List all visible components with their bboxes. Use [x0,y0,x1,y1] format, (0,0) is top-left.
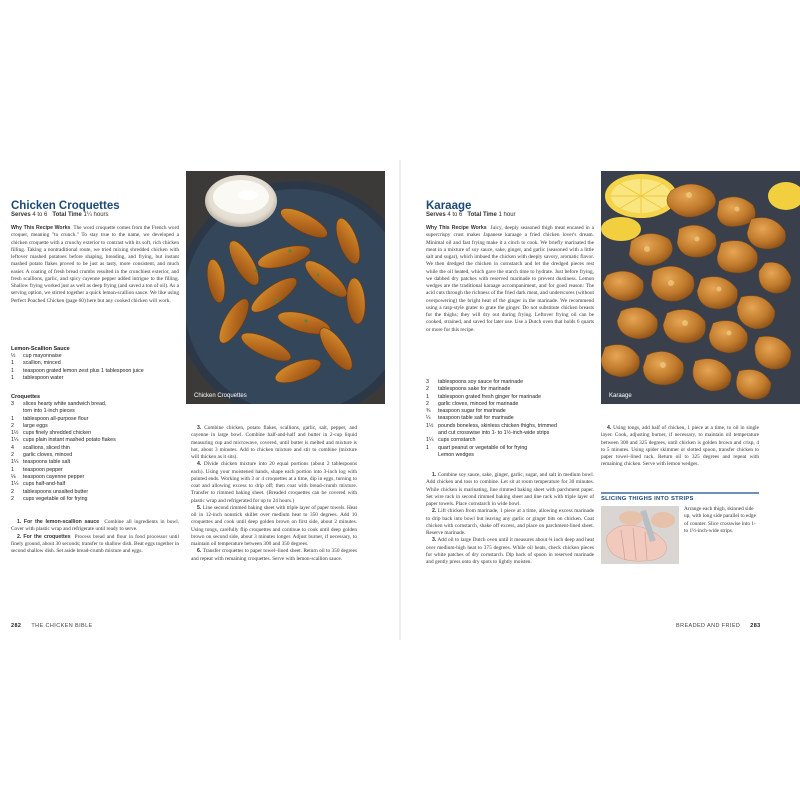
ingredient-item [11,467,186,474]
ingredient-text: garlic cloves, minced for marinade [438,400,519,407]
ingredient-item [426,423,606,430]
sauce-ingredient-list [11,353,186,382]
ingredient-quantity: 3 [426,379,429,385]
photo-caption: Chicken Croquettes [194,393,247,399]
step-2-lead: For the croquettes [23,533,71,540]
ingredient-text: and cut crosswise into 1- to 1½-inch-wide strips [438,430,550,437]
ingredient-text: scallions, sliced thin [23,444,70,451]
croquettes-header: Croquettes [11,394,41,400]
ingredient-text: teaspoon grated lemon zest plus 1 tablespoon juice [23,367,144,374]
ingredient-quantity: 2 [11,488,14,495]
ingredient-quantity: 2 [11,495,14,502]
step-2: 2. Lift chicken from marinade, 1 piece at a time, allowing excess marinade to drip back into bowl but leaving any garlic or ginger bits on chicken. Coat chicken with cornstarch, shake off excess, and place on parchment-lined sheet. Reserve marinade. [426,508,594,536]
ingredient-item [11,489,186,496]
right-folio [676,623,761,629]
ingredient-quantity: 1½ [11,430,19,437]
croquettes-photo [186,171,385,404]
ingredient-item [426,437,606,444]
ingredient-quantity: 1¼ [426,437,434,444]
ingredient-item [426,379,606,386]
total-time-value: 1¼ hours [83,212,109,218]
croquette-ingredient-list [11,401,186,503]
total-time-label: Total Time [467,212,497,218]
ingredient-text: tablespoons sake for marinade [438,386,511,393]
serves-line [426,211,516,220]
ingredient-item [11,459,186,466]
step-2: 2. For the croquettes Process bread and flour in food processor until finely ground, about 30 seconds; transfer to shallow dish. Beat eggs together in second shallow dish. Set aside bread-crumb mixture and eggs. [11,533,180,554]
ingredient-quantity [426,452,438,459]
step-1: 1. For the lemon-scallion sauce Combine all ingredients in bowl. Cover with plastic wrap and refrigerate until ready to serve. [11,519,179,533]
why-text: Juicy, deeply seasoned thigh meat encased in a supercrispy crust makes Japanese karaage a fried chicken lover's dream. Minimal oil and fast frying make it a cinch to cook. We briefly marinated the meat in a mixture of soy sauce, sake, ginger, and garlic (seasoned with a little salt and sugar), which imbued the chicken with deeply savory, aromatic flavor. We then dredged the chicken in cornstarch and let the dredged pieces rest while the oil heated, which gave the starch time to hydrate. Just before frying, we dabbed dry patches with reserved marinade to prevent dustiness. Lemon wedges are the traditional karaage accompaniment, and for good reason: The acid cuts through the richness of the fried dark meat, and underscores (without overpowering) the bright heat of the ginger in the marinade. We recommend using a rasp-style grater to grate the ginger. Do not substitute chicken breasts for the thighs; they will dry out during frying. Leftover frying oil can be cooked, strained, and saved for later use. Use a Dutch oven that holds 6 quarts or more for this recipe. [426,225,594,333]
ingredient-text: quart peanut or vegetable oil for frying [438,444,528,451]
ingredient-text: tablespoons unsalted butter [23,488,89,495]
ingredient-quantity: 2 [11,452,14,459]
sidebar-title: SLICING THIGHS INTO STRIPS [601,496,694,502]
right-steps-col1 [426,472,594,566]
karaage-photo [601,171,800,404]
ingredient-quantity: 1¼ [11,459,19,466]
karaage-illustration [601,171,800,404]
ingredient-text: cups half-and-half [23,481,66,488]
serves-label: Serves [426,212,446,218]
ingredient-item [11,401,186,408]
serves-line [11,211,109,220]
page-number: 282 [11,623,22,629]
ingredient-quantity: ¾ [426,408,431,415]
left-folio [11,623,93,629]
ingredient-text: torn into 1-inch pieces [23,408,75,415]
ingredient-item [426,408,606,415]
ingredient-quantity: 4 [11,444,14,451]
ingredient-item [11,353,186,360]
ingredient-quantity: ¼ [426,415,431,422]
ingredient-item [426,415,606,422]
step-6: 6. Transfer croquettes to paper towel–lined sheet. Return oil to 350 degrees and repeat with remaining croquettes. Serve with lemon-scallion sauce. [191,548,358,562]
ingredient-quantity: 1 [11,415,14,422]
sauce-ingredients [11,345,186,382]
karaage-ingredients [426,379,606,459]
ingredient-quantity [426,430,438,437]
ingredient-item [426,452,606,459]
ingredient-item [426,430,606,437]
left-steps-col1 [11,519,179,555]
ingredient-quantity: 1 [11,374,14,381]
running-head: BREADED AND FRIED [676,623,741,629]
ingredient-item [11,375,186,382]
ingredient-text: large eggs [23,422,48,429]
ingredient-text: teaspoon table salt for marinade [438,415,514,422]
ingredient-quantity: ⅛ [11,473,16,480]
step-3: 3. Add oil to large Dutch oven until it measures about ¾ inch deep and heat over medium-high heat to 375 degrees. While oil heats, check chicken pieces for white patches of dry cornstarch. Dip back of spoon in reserved marinade and gently press onto dry spots to lightly moisten. [426,537,594,565]
ingredient-item [426,394,606,401]
ingredient-text: cup mayonnaise [23,353,62,359]
serves-value: 4 to 6 [447,212,463,218]
croquette-ingredients [11,393,186,503]
sidebar-photo [601,506,679,564]
ingredient-quantity: 2 [11,422,14,429]
ingredient-text: cups cornstarch [438,437,476,444]
ingredient-text: teaspoons table salt [23,459,71,466]
page-number: 283 [750,623,761,629]
ingredient-text: scallion, minced [23,360,61,367]
step-5: 5. Line second rimmed baking sheet with triple layer of paper towels. Heat oil in 12-inch nonstick skillet over medium heat to 350 degrees. Add 10 croquettes and cook until deep golden brown on first side, about 2 minutes. Using tongs, carefully flip croquettes and continue to cook until deep golden brown on second side, about 3 minutes longer. Adjust burner, if necessary, to maintain oil temperature between 300 and 350 degrees. [191,504,357,547]
ingredient-quantity: ½ [11,353,16,359]
serves-label: Serves [11,212,31,218]
ingredient-quantity [11,408,23,415]
ingredient-item [11,430,186,437]
ingredient-item [11,408,186,415]
why-label: Why This Recipe Works [11,225,71,231]
running-head: THE CHICKEN BIBLE [31,623,93,629]
karaage-ingredient-list [426,379,606,459]
step-1-lead: For the lemon-scallion sauce [23,519,100,525]
ingredient-quantity: 3 [11,401,14,407]
ingredient-text: tablespoon grated fresh ginger for marinade [438,393,542,400]
croquettes-illustration [186,171,385,404]
why-paragraph [11,225,179,305]
ingredient-item [11,481,186,488]
ingredient-quantity: 1¼ [11,437,19,444]
photo-caption: Karaage [609,393,632,399]
slicing-illustration [601,506,679,564]
ingredient-quantity: 1 [426,444,429,451]
ingredient-quantity: 1 [426,393,429,400]
step-3: 3. Combine chicken, potato flakes, scallions, garlic, salt, pepper, and cayenne in large bowl. Combine half-and-half and butter in 2-cup liquid measuring cup and microwave, covered, until butter is melted and mixture is hot, about 3 minutes. Add to chicken mixture and stir to combine (mixture will thicken as it sits). [191,425,357,460]
ingredient-item [11,474,186,481]
right-page [400,0,800,800]
why-text: The word croquette comes from the French word croquer, meaning "to crunch." To stay true to the name, we developed a chicken croquette with a crunchy exterior to contrast with its soft, rich chicken filling. Taking a nontraditional route, we tried mixing shredded chicken with leftover mashed potatoes before shaping, breading, and frying, but instant mashed potato flakes proved to be just as tasty, more consistent, and much easier. A coating of fresh bread crumbs resulted in the crunchiest exterior, and fresh scallions, garlic, and spicy cayenne pepper added intrigue to the filling. Shallow frying worked just as well as deep frying (and saved a ton of oil). As a serving option, we stirred together a quick lemon-scallion sauce. We like using Perfect Poached Chicken (page 60) here but any cooked chicken will work. [11,225,179,304]
ingredient-item [11,452,186,459]
recipe-title: Chicken Croquettes [11,200,120,212]
ingredient-text: tablespoons soy sauce for marinade [438,379,524,385]
total-time-label: Total Time [52,212,82,218]
ingredient-text: garlic cloves, minced [23,452,73,459]
ingredient-text: teaspoon cayenne pepper [23,473,85,480]
ingredient-text: tablespoon water [23,374,64,381]
ingredient-text: teaspoon sugar for marinade [438,408,506,415]
ingredient-quantity: 1¼ [11,481,19,488]
ingredient-item [11,423,186,430]
step-4: 4. Divide chicken mixture into 20 equal portions (about 2 tablespoons each). Using your moistened hands, shape each portion into 3-inch log with pointed ends. Working with 3 or 4 croquettes at a time, dip in eggs, turning to coat and allowing excess to drip off; then coat with bread-crumb mixture. Transfer to rimmed baking sheet. (Breaded croquettes can be covered with plastic wrap and refrigerated for up to 24 hours.) [191,461,358,504]
ingredient-quantity: 1 [11,367,14,374]
left-steps-col2 [191,425,357,563]
ingredient-quantity: 2 [426,400,429,407]
ingredient-text: pounds boneless, skinless chicken thighs, trimmed [438,422,557,429]
ingredient-item [426,445,606,452]
ingredient-item [426,386,606,393]
ingredient-quantity: 2 [426,386,429,393]
ingredient-item [11,437,186,444]
ingredient-item [426,401,606,408]
sidebar-rule [601,492,759,494]
ingredient-text: cups vegetable oil for frying [23,495,88,502]
step-4: 4. Using tongs, add half of chicken, 1 piece at a time, to oil in single layer. Cook, adjusting burner, if necessary, to maintain oil temperature between 300 and 325 degrees, until chicken is golden brown and crisp, 4 to 5 minutes. Using spider skimmer or slotted spoon, transfer chicken to paper towel–lined rack. Return oil to 325 degrees and repeat with remaining chicken. Serve with lemon wedges. [601,425,759,468]
recipe-title: Karaage [426,200,472,212]
step-1: 1. Combine soy sauce, sake, ginger, garlic, sugar, and salt in medium bowl. Add chicken and toss to combine. Let sit at room temperature for 30 minutes. While chicken is marinating, line rimmed baking sheet with parchment paper. Set wire rack in second rimmed baking sheet and line rack with triple layer of paper towels. Place cornstarch in wide bowl. [426,472,595,507]
ingredient-quantity: 1 [11,360,14,367]
ingredient-item [11,368,186,375]
ingredient-text: Lemon wedges [438,451,474,458]
ingredient-quantity: 1½ [426,422,434,429]
ingredient-text: slices hearty white sandwich bread, [23,401,107,407]
total-time-value: 1 hour [498,212,516,218]
ingredient-text: tablespoon all-purpose flour [23,415,89,422]
ingredient-text: teaspoon pepper [23,466,63,473]
why-label: Why This Recipe Works [426,225,487,231]
ingredient-item [11,496,186,503]
ingredient-item [11,445,186,452]
ingredient-item [11,360,186,367]
ingredient-item [11,416,186,423]
serves-value: 4 to 6 [32,212,48,218]
sauce-header: Lemon-Scallion Sauce [11,346,70,352]
ingredient-text: cups finely shredded chicken [23,430,92,437]
ingredient-text: cups plain instant mashed potato flakes [23,437,116,444]
sidebar-text: Arrange each thigh, skinned side up, with long side parallel to edge of counter. Slice crosswise into 1- to 1½-inch-wide strips. [684,506,756,534]
why-paragraph [426,225,594,334]
right-steps-col2 [601,425,759,469]
ingredient-quantity: 1 [11,466,14,473]
